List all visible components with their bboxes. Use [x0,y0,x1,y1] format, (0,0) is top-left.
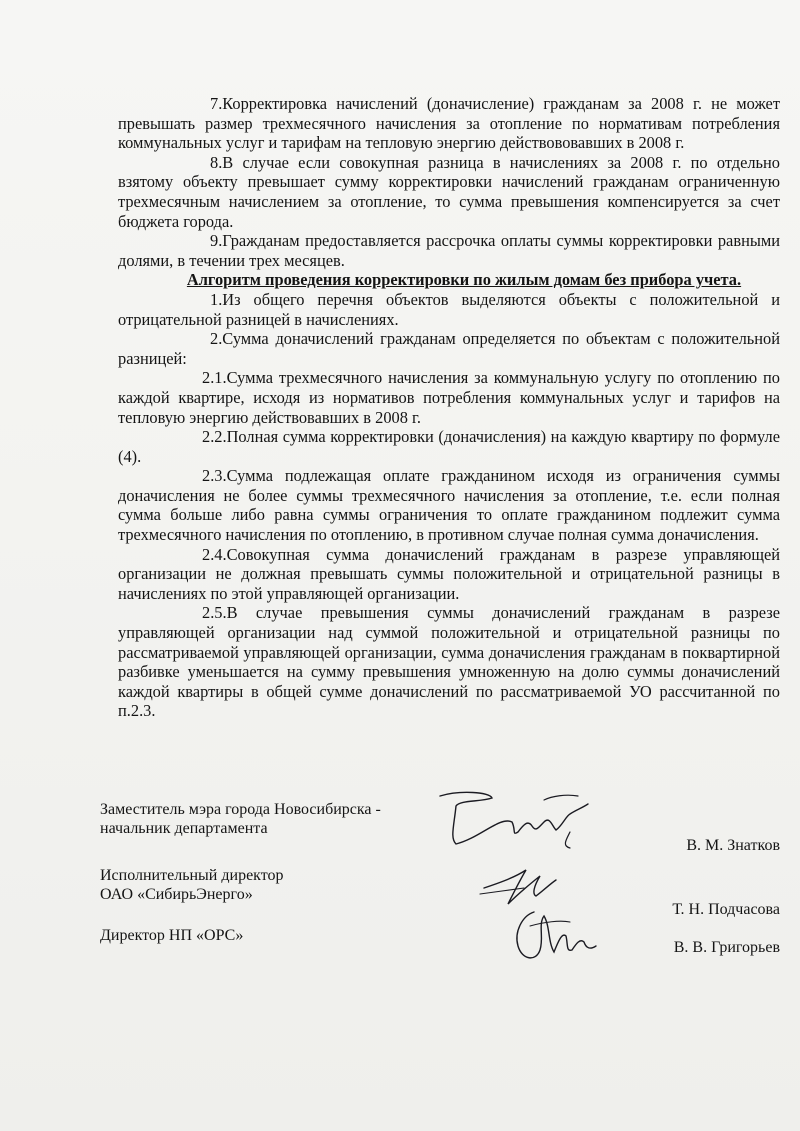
signatory-name: Т. Н. Подчасова [672,901,780,918]
item-text: Из общего перечня объектов выделяются объекты с положительной и отрицательной разницей в начислениях. [118,289,780,329]
item-text: Сумма доначислений гражданам определяется по объектам с положительной разницей: [118,329,780,368]
item-number: 1. [210,289,223,309]
document-body [118,94,780,721]
item-number: 2.1. [202,368,227,388]
item-number: 2.4. [202,544,227,564]
paragraph-7 [118,94,780,153]
item-number: 2.5. [202,603,227,623]
signatory-name: В. В. Григорьев [673,939,780,956]
paragraph-text: В случае если совокупная разница в начислениях за 2008 г. по отдельно взятому объекту превышает сумму корректировки начислений гражданам ограниченную трехмесячным начислением за отопление, то сумма превышения компенсируется за счет бюджета города. [118,152,780,231]
paragraph-8 [118,153,780,231]
algorithm-item [118,427,780,466]
algorithm-item [118,603,780,721]
algorithm-heading: Алгоритм проведения корректировки по жилым домам без прибора учета. [186,270,742,290]
paragraph-9 [118,231,780,270]
item-number: 2.3. [202,466,227,486]
algorithm-item [118,368,780,427]
item-text: В случае превышения суммы доначислений гражданам в разрезе управляющей организации над суммой положительной и отрицательной разницы по рассматриваемой управляющей организации, сумма доначисления гражданам в поквартирной разбивке уменьшается на сумму превышения умноженную на долю суммы доначислений каждой квартиры в общей сумме доначислений по рассматриваемой УО рассчитанной по п.2.3. [118,603,780,721]
algorithm-item [118,545,780,604]
signatory-name: В. М. Знатков [686,837,780,854]
item-number: 2.2. [202,427,227,447]
handwritten-signature [420,786,600,856]
item-text: Сумма трехмесячного начисления за коммунальную услугу по отоплению по каждой квартире, исходя из нормативов потребления коммунальных услуг и тарифов на тепловую энергию действовавших в 2008 г. [118,368,780,427]
signatory-position [100,866,284,904]
position-line: Исполнительный директор [100,867,284,884]
signatory-position [100,800,381,838]
item-number: 2. [210,329,223,349]
paragraph-text: Корректировка начислений (доначисление) гражданам за 2008 г. не может превышать размер трехмесячного начисления за отопление по нормативам потребления коммунальных услуг и тарифам на тепловую энергию действововавших в 2008 г. [118,94,780,153]
item-text: Совокупная сумма доначислений гражданам в разрезе управляющей организации не должная превышать суммы положительной и отрицательной разницы в начислениях по этой управляющей организации. [118,544,780,603]
paragraph-number: 9. [210,231,223,251]
algorithm-item [118,290,780,329]
item-text: Сумма подлежащая оплате гражданином исходя из ограничения суммы доначисления не более суммы трехмесячного начисления за отопление, т.е. если полная сумма больше либо равна суммы ограничения то оплате гражданином подлежит сумма трехмесячного начисления по отоплению, в противном случае полная сумма доначисления. [118,466,780,545]
paragraph-number: 8. [210,152,223,172]
item-text: Полная сумма корректировки (доначисления) на каждую квартиру по формуле (4). [118,427,780,466]
position-line: Директор НП «ОРС» [100,927,244,944]
algorithm-item [118,466,780,544]
paragraph-text: Гражданам предоставляется рассрочка оплаты суммы корректировки равными долями, в течении трех месяцев. [118,231,780,270]
handwritten-signature [504,902,604,970]
signatory-position [100,926,243,945]
paragraph-number: 7. [210,94,223,113]
algorithm-item [118,329,780,368]
position-line: Заместитель мэра города Новосибирска - [100,801,381,818]
signature-block [100,800,780,970]
position-line: начальник департамента [100,820,268,837]
position-line: ОАО «СибирьЭнерго» [100,886,253,903]
